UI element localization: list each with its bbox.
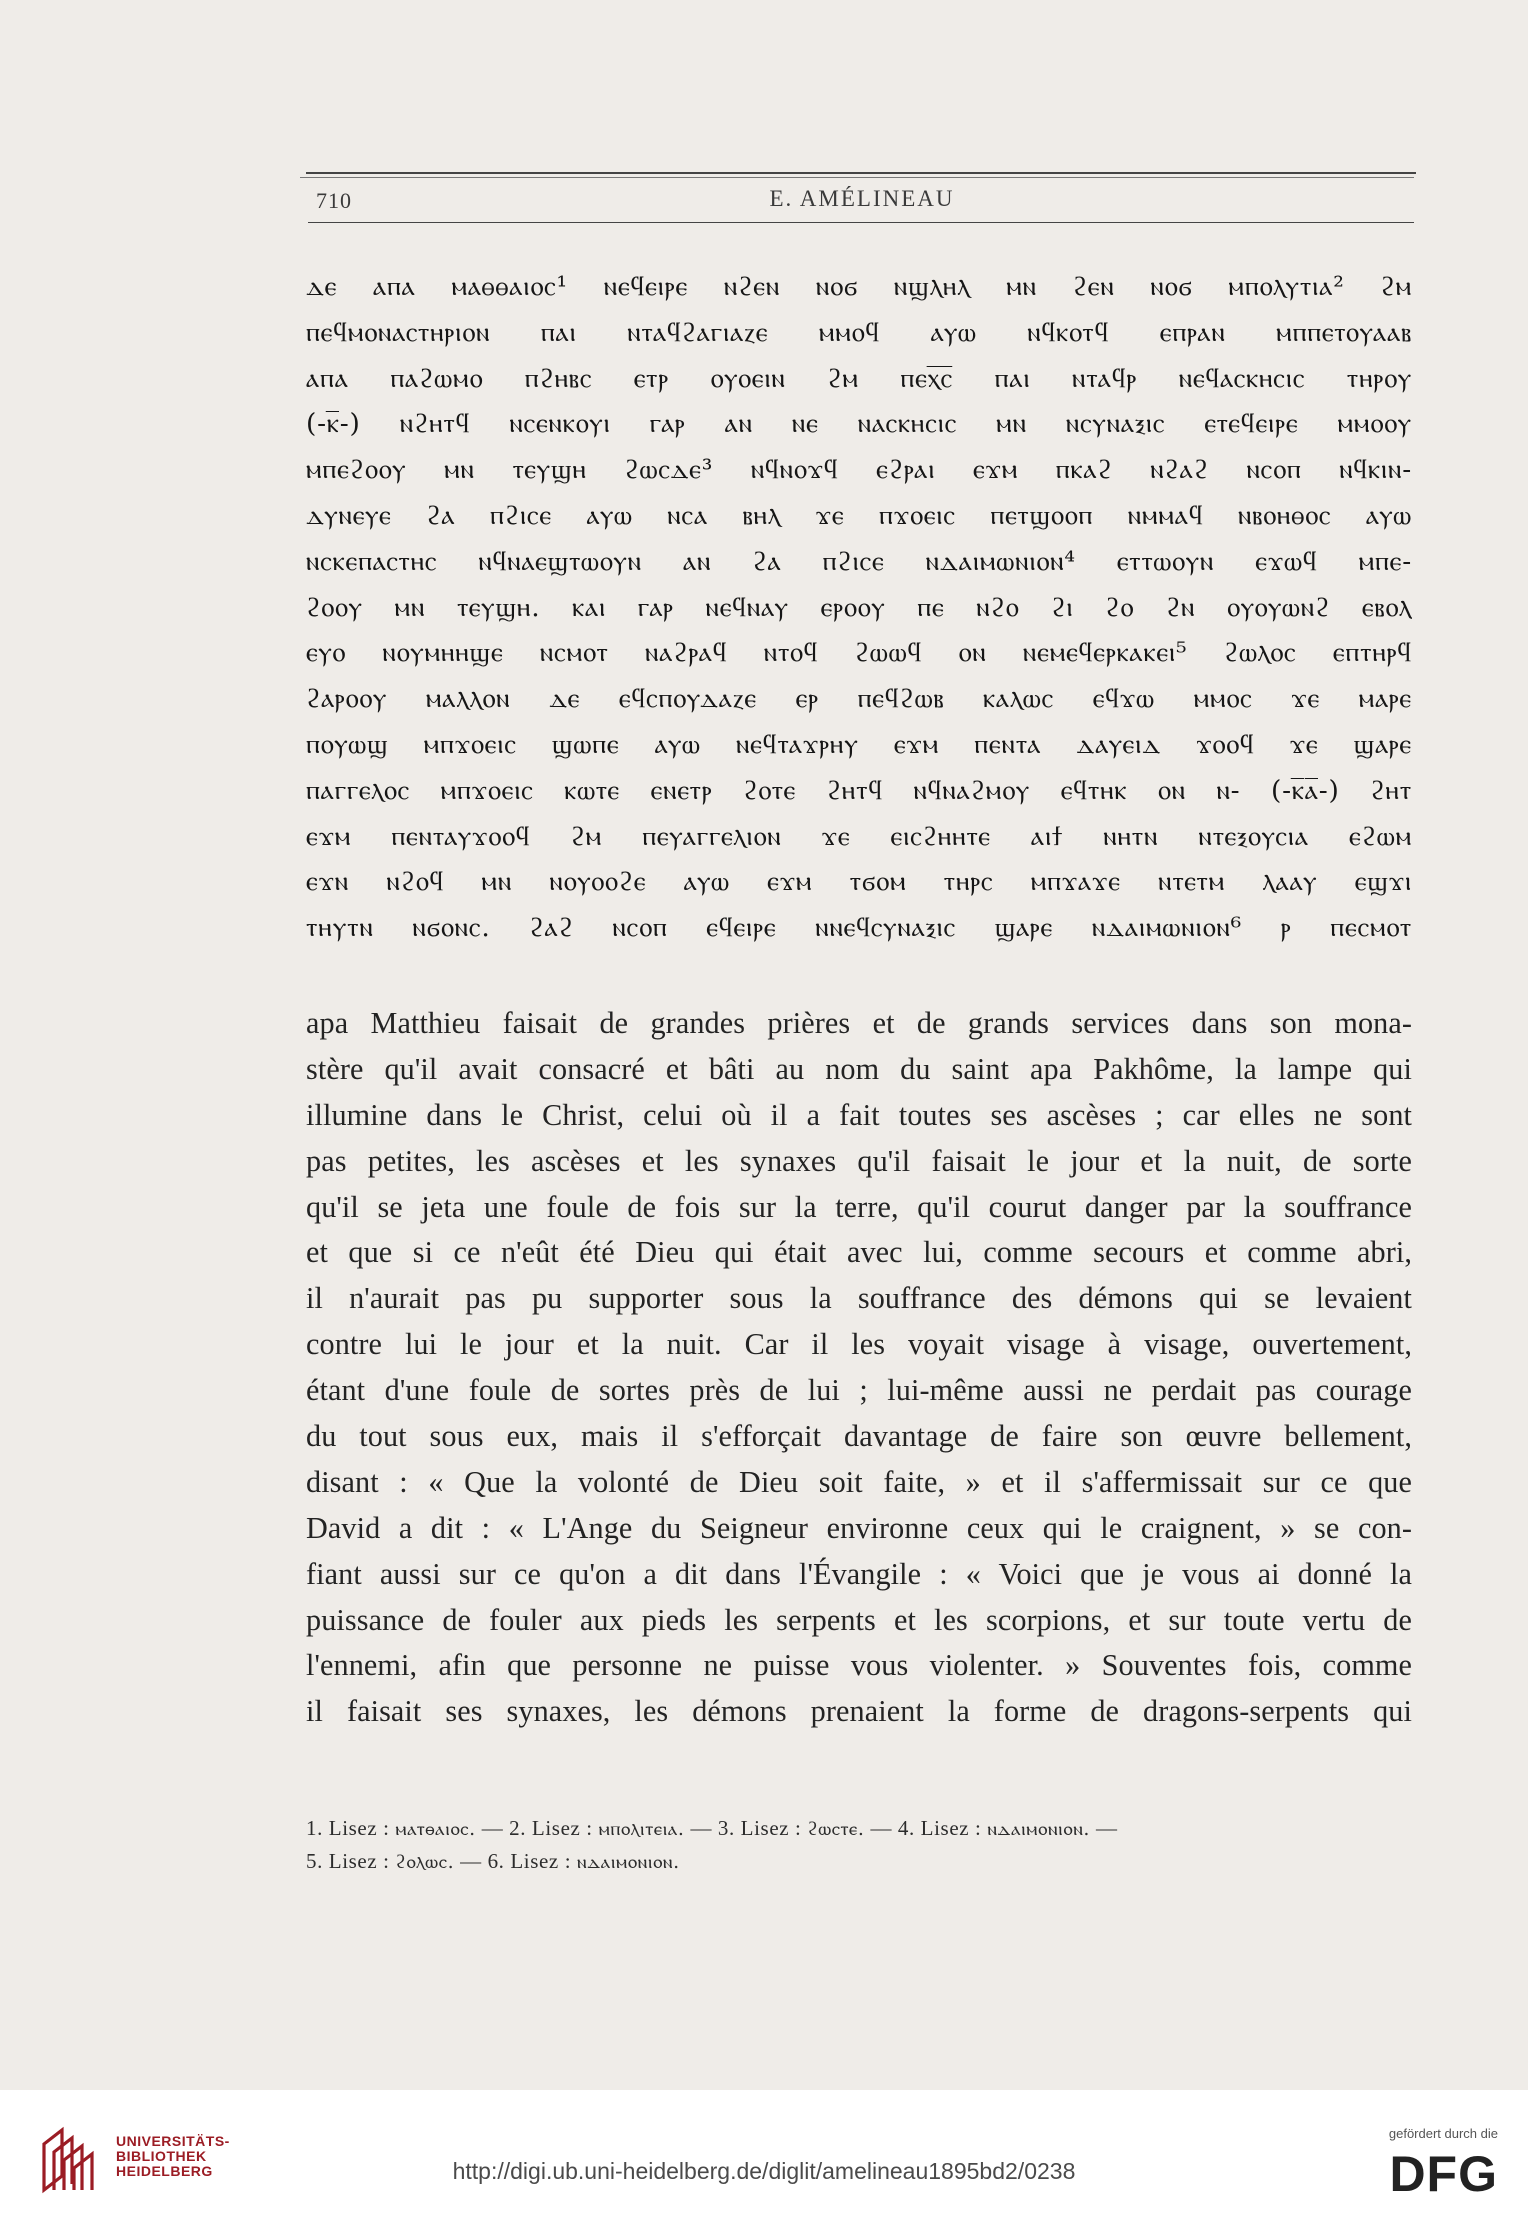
french-line: apa Matthieu faisait de grandes prières et de grands services dans son mona-: [306, 1006, 1412, 1040]
coptic-line: ⲇⲩⲛⲉⲩⲉ ϩⲁ ⲡϩⲓⲥⲉ ⲁⲩⲱ ⲛⲥⲁ ⲃⲏⲗ ϫⲉ ⲡϫⲟⲉⲓⲥ ⲡⲉⲧϣⲟⲟⲡ ⲛⲙⲙⲁϥ ⲛⲃⲟⲏⲑⲟⲥ ⲁⲩⲱ: [306, 499, 1412, 531]
coptic-line: ⲛⲥⲕⲉⲡⲁⲥⲧⲏⲥ ⲛϥⲛⲁⲉϣⲧⲱⲟⲩⲛ ⲁⲛ ϩⲁ ⲡϩⲓⲥⲉ ⲛⲇⲁⲓⲙⲱⲛⲓⲟⲛ⁴ ⲉⲧⲧⲱⲟⲩⲛ ⲉϫⲱϥ ⲙⲡⲉ-: [306, 545, 1412, 577]
french-line: David a dit : « L'Ange du Seigneur environne ceux qui le craignent, » se con-: [306, 1510, 1412, 1545]
coptic-line: ⲉⲩⲟ ⲛⲟⲩⲙⲏⲏϣⲉ ⲛⲥⲙⲟⲧ ⲛⲁϩⲣⲁϥ ⲛⲧⲟϥ ϩⲱⲱϥ ⲟⲛ ⲛⲉⲙⲉϥⲉⲣⲕⲁⲕⲉⲓ⁵ ϩⲱⲗⲟⲥ ⲉⲡⲧⲏⲣϥ: [306, 637, 1412, 669]
french-translation-block: [306, 1001, 1412, 1735]
footnote-label: 1. Lisez :: [306, 1816, 390, 1840]
running-head-author: E. AMÉLINEAU: [769, 186, 955, 211]
footnote-line: [306, 1845, 1416, 1878]
footnote-label: — 2. Lisez :: [481, 1816, 593, 1840]
footnotes: [306, 1812, 1416, 1878]
permalink-url[interactable]: http://digi.ub.uni-heidelberg.de/diglit/amelineau1895bd2/0238: [452, 2158, 1076, 2184]
library-name-line: HEIDELBERG: [116, 2163, 213, 2179]
footnote-label: — 3. Lisez :: [690, 1816, 802, 1840]
library-name-line: UNIVERSITÄTS-: [116, 2133, 230, 2149]
footnote-coptic: ϩⲟⲗⲱⲥ.: [395, 1851, 455, 1873]
coptic-line: ⲧⲏⲩⲧⲛ ⲛϭⲟⲛⲥ. ϩⲁϩ ⲛⲥⲟⲡ ⲉϥⲉⲓⲣⲉ ⲛⲛⲉϥⲥⲩⲛⲁⲝⲓⲥ ϣⲁⲣⲉ ⲛⲇⲁⲓⲙⲱⲛⲓⲟⲛ⁶ ⲣ ⲡⲉⲥⲙⲟⲧ: [306, 912, 1412, 944]
library-name-line: BIBLIOTHEK: [116, 2148, 207, 2164]
french-line: il faisait ses synaxes, les démons prenaient la forme de dragons-serpents qui: [306, 1694, 1412, 1729]
dfg-logo: DFG: [1389, 2146, 1498, 2202]
french-line: étant d'une foule de sortes près de lui ; lui-même aussi ne perdait pas courage: [306, 1373, 1412, 1408]
coptic-line: ⲙⲡⲉϩⲟⲟⲩ ⲙⲛ ⲧⲉⲩϣⲏ ϩⲱⲥⲇⲉ³ ⲛϥⲛⲟϫϥ ⲉϩⲣⲁⲓ ⲉϫⲙ ⲡⲕⲁϩ ⲛϩⲁϩ ⲛⲥⲟⲡ ⲛϥⲕⲓⲛ-: [306, 454, 1412, 486]
header-rule-top: [306, 172, 1416, 174]
footnote-coptic: ⲙⲁⲧⲑⲁⲓⲟⲥ.: [395, 1818, 476, 1840]
coptic-line: ⲡⲟⲩⲱϣ ⲙⲡϫⲟⲉⲓⲥ ϣⲱⲡⲉ ⲁⲩⲱ ⲛⲉϥⲧⲁϫⲣⲏⲩ ⲉϫⲙ ⲡⲉⲛⲧⲁ ⲇⲁⲩⲉⲓⲇ ϫⲟⲟϥ ϫⲉ ϣⲁⲣⲉ: [306, 728, 1412, 760]
footnote-label: 5. Lisez :: [306, 1849, 390, 1873]
footnote-coptic: ⲙⲡⲟⲗⲓⲧⲉⲓⲁ.: [598, 1818, 685, 1840]
digitization-footer: [0, 2090, 1528, 2215]
header-rule-top-thin: [300, 177, 1414, 178]
coptic-line: ⲉϫⲙ ⲡⲉⲛⲧⲁⲩϫⲟⲟϥ ϩⲙ ⲡⲉⲩⲁⲅⲅⲉⲗⲓⲟⲛ ϫⲉ ⲉⲓⲥϩⲏⲏⲧⲉ ⲁⲓϯ ⲛⲏⲧⲛ ⲛⲧⲉⲝⲟⲩⲥⲓⲁ ⲉϩⲱⲙ: [306, 820, 1412, 852]
coptic-line: ϩⲁⲣⲟⲟⲩ ⲙⲁⲗⲗⲟⲛ ⲇⲉ ⲉϥⲥⲡⲟⲩⲇⲁⲍⲉ ⲉⲣ ⲡⲉϥϩⲱⲃ ⲕⲁⲗⲱⲥ ⲉϥϫⲱ ⲙⲙⲟⲥ ϫⲉ ⲙⲁⲣⲉ: [306, 683, 1412, 715]
coptic-line: ⲡⲉϥⲙⲟⲛⲁⲥⲧⲏⲣⲓⲟⲛ ⲡⲁⲓ ⲛⲧⲁϥϩⲁⲅⲓⲁⲍⲉ ⲙⲙⲟϥ ⲁⲩⲱ ⲛϥⲕⲟⲧϥ ⲉⲡⲣⲁⲛ ⲙⲡⲡⲉⲧⲟⲩⲁⲁⲃ: [306, 316, 1412, 348]
running-header: [312, 184, 1412, 218]
french-line: puissance de fouler aux pieds les serpents et les scorpions, et sur toute vertu de: [306, 1602, 1412, 1637]
french-line: qu'il se jeta une foule de fois sur la terre, qu'il courut danger par la souffrance: [306, 1189, 1412, 1224]
french-line: illumine dans le Christ, celui où il a fait toutes ses ascèses ; car elles ne sont: [306, 1097, 1412, 1132]
french-line: disant : « Que la volonté de Dieu soit faite, » et il s'affermissait sur ce que: [306, 1464, 1412, 1499]
coptic-line: ⲉϫⲛ ⲛϩⲟϥ ⲙⲛ ⲛⲟⲩⲟⲟϩⲉ ⲁⲩⲱ ⲉϫⲙ ⲧϭⲟⲙ ⲧⲏⲣⲥ ⲙⲡϫⲁϫⲉ ⲛⲧⲉⲧⲙ ⲗⲁⲁⲩ ⲉϣϫⲓ: [306, 866, 1412, 898]
french-line: pas petites, les ascèses et les synaxes qu'il faisait le jour et la nuit, de sorte: [306, 1143, 1412, 1178]
footnote-label: — 4. Lisez :: [870, 1816, 982, 1840]
page-number: 710: [316, 188, 352, 213]
french-line: stère qu'il avait consacré et bâti au nom du saint apa Pakhôme, la lampe qui: [306, 1051, 1412, 1086]
french-line: fiant aussi sur ce qu'on a dit dans l'Évangile : « Voici que je vous ai donné la: [306, 1556, 1412, 1591]
coptic-line: ⲡⲁⲅⲅⲉⲗⲟⲥ ⲙⲡϫⲟⲉⲓⲥ ⲕⲱⲧⲉ ⲉⲛⲉⲧⲣ ϩⲟⲧⲉ ϩⲏⲧϥ ⲛϥⲛⲁϩⲙⲟⲩ ⲉϥⲧⲏⲕ ⲟⲛ ⲛ- (-ⲕ̅ⲁ̅-) ϩⲏⲧ: [306, 774, 1412, 806]
footnote-coptic: ϩⲱⲥⲧⲉ.: [807, 1818, 865, 1840]
french-line: l'ennemi, afin que personne ne puisse vous violenter. » Souventes fois, comme: [306, 1648, 1412, 1683]
footnote-dash: —: [1095, 1816, 1118, 1840]
footnote-coptic: ⲛⲇⲁⲓⲙⲟⲛⲓⲟⲛ.: [577, 1851, 680, 1873]
coptic-text-block: [306, 264, 1412, 951]
funder-caption: gefördert durch die: [1388, 2126, 1498, 2141]
header-rule-bottom: [308, 222, 1414, 223]
coptic-line: ⲁⲡⲁ ⲡⲁϩⲱⲙⲟ ⲡϩⲏⲃⲥ ⲉⲧⲣ ⲟⲩⲟⲉⲓⲛ ϩⲙ ⲡⲉⲭ̅ⲥ̅ ⲡⲁⲓ ⲛⲧⲁϥⲣ ⲛⲉϥⲁⲥⲕⲏⲥⲓⲥ ⲧⲏⲣⲟⲩ: [306, 362, 1412, 394]
footnote-line: [306, 1812, 1416, 1845]
coptic-line: (-ⲕ̅-) ⲛϩⲏⲧϥ ⲛⲥⲉⲛⲕⲟⲩⲓ ⲅⲁⲣ ⲁⲛ ⲛⲉ ⲛⲁⲥⲕⲏⲥⲓⲥ ⲙⲛ ⲛⲥⲩⲛⲁⲝⲓⲥ ⲉⲧⲉϥⲉⲓⲣⲉ ⲙⲙⲟⲟⲩ: [306, 408, 1412, 440]
french-line: et que si ce n'eût été Dieu qui était avec lui, comme secours et comme abri,: [306, 1235, 1412, 1270]
french-line: du tout sous eux, mais il s'efforçait davantage de faire son œuvre bellement,: [306, 1419, 1412, 1454]
footnote-coptic: ⲛⲇⲁⲓⲙⲟⲛⲓⲟⲛ.: [987, 1818, 1091, 1840]
french-line: contre lui le jour et la nuit. Car il les voyait visage à visage, ouvertement,: [306, 1327, 1412, 1362]
french-line: il n'aurait pas pu supporter sous la souffrance des démons qui se levaient: [306, 1281, 1412, 1316]
coptic-line: ⲇⲉ ⲁⲡⲁ ⲙⲁⲑⲑⲁⲓⲟⲥ¹ ⲛⲉϥⲉⲓⲣⲉ ⲛϩⲉⲛ ⲛⲟϭ ⲛϣⲗⲏⲗ ⲙⲛ ϩⲉⲛ ⲛⲟϭ ⲙⲡⲟⲗⲩⲧⲓⲁ² ϩⲙ: [306, 271, 1412, 302]
coptic-line: ϩⲟⲟⲩ ⲙⲛ ⲧⲉⲩϣⲏ. ⲕⲁⲓ ⲅⲁⲣ ⲛⲉϥⲛⲁⲩ ⲉⲣⲟⲟⲩ ⲡⲉ ⲛϩⲟ ϩⲓ ϩⲟ ϩⲛ ⲟⲩⲟⲩⲱⲛϩ ⲉⲃⲟⲗ: [306, 591, 1412, 623]
footnote-label: — 6. Lisez :: [460, 1849, 572, 1873]
